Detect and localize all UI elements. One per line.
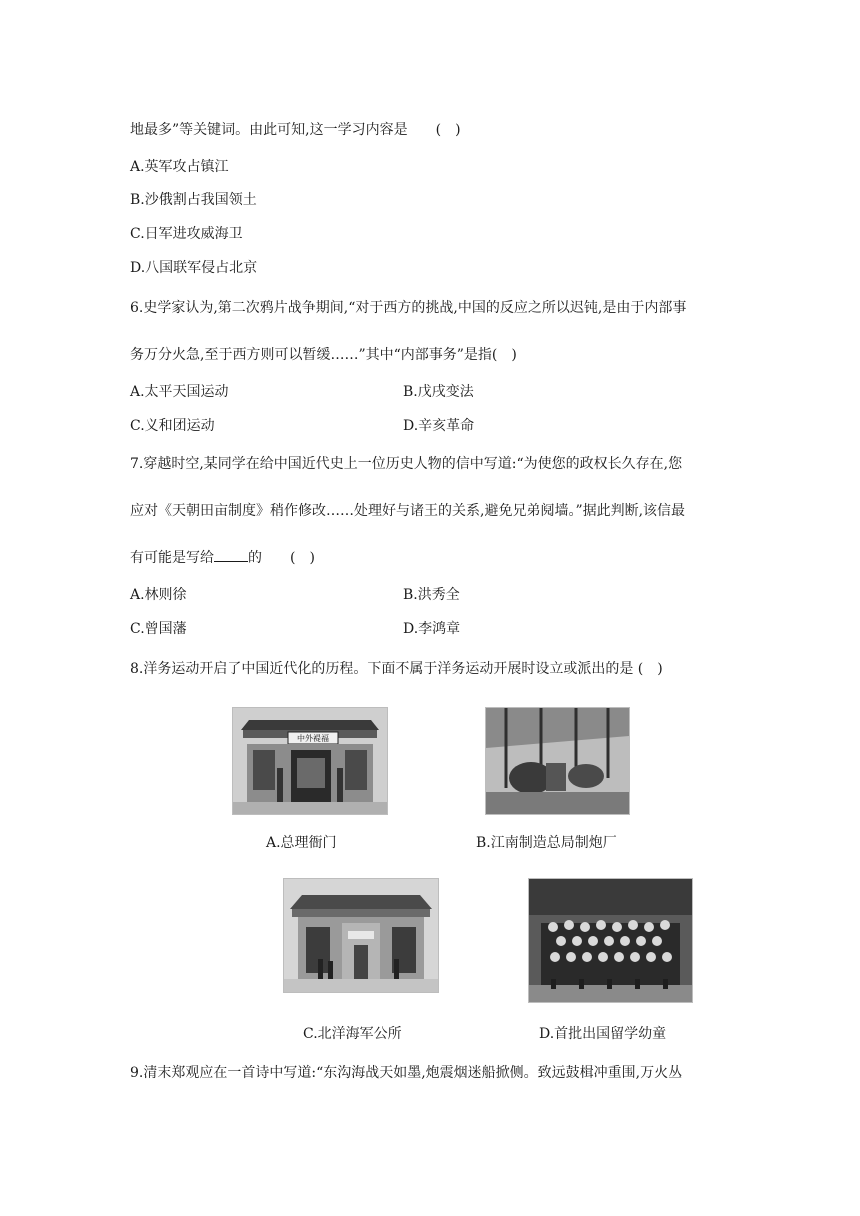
question-7-line-3	[130, 547, 315, 568]
q6-option-d: D.辛亥革命	[403, 418, 475, 434]
q7-option-d: D.李鸿章	[403, 621, 461, 637]
photo-jiangnan-arsenal	[485, 707, 630, 815]
question-7-line-3-start: 有可能是写给	[130, 550, 214, 566]
question-7-line-3-end: 的 ( )	[248, 550, 315, 566]
question-7-line-2: 应对《天朝田亩制度》稍作修改……处理好与诸王的关系,避免兄弟阋墙。”据此判断,该信最	[130, 503, 686, 519]
question-5-stem-end: 地最多”等关键词。由此可知,这一学习内容是 ( )	[130, 122, 461, 138]
q7-option-b: B.洪秀全	[403, 587, 460, 603]
caption-d: D.首批出国留学幼童	[539, 1026, 667, 1042]
q5-option-a: A.英军攻占镇江	[130, 159, 229, 175]
photo-zongli-yamen	[232, 707, 388, 815]
question-7-line-1: 7.穿越时空,某同学在给中国近代史上一位历史人物的信中写道:“为使您的政权长久存在,您	[130, 456, 683, 472]
q5-option-c: C.日军进攻威海卫	[130, 226, 243, 242]
q6-option-a: A.太平天国运动	[130, 384, 229, 400]
q6-option-c: C.义和团运动	[130, 418, 215, 434]
answer-blank	[214, 547, 248, 562]
q5-option-d: D.八国联军侵占北京	[130, 260, 258, 276]
caption-c: C.北洋海军公所	[303, 1026, 402, 1042]
q5-option-b: B.沙俄割占我国领土	[130, 192, 257, 208]
question-9-line-1: 9.清末郑观应在一首诗中写道:“东沟海战天如墨,炮震烟迷船掀侧。致远鼓楫冲重围,万火丛	[130, 1065, 683, 1081]
question-6-line-2: 务万分火急,至于西方则可以暂缓……”其中“内部事务”是指( )	[130, 347, 517, 363]
q7-option-c: C.曾国藩	[130, 621, 187, 637]
caption-a: A.总理衙门	[266, 835, 337, 851]
photo-first-students-abroad	[528, 878, 693, 1003]
caption-b: B.江南制造总局制炮厂	[476, 835, 617, 851]
question-8-stem: 8.洋务运动开启了中国近代化的历程。下面不属于洋务运动开展时设立或派出的是 ( )	[130, 661, 663, 677]
q6-option-b: B.戊戌变法	[403, 384, 474, 400]
question-6-line-1: 6.史学家认为,第二次鸦片战争期间,“对于西方的挑战,中国的反应之所以迟钝,是由于内部事	[130, 300, 687, 316]
q7-option-a: A.林则徐	[130, 587, 187, 603]
photo-beiyang-navy-office	[283, 878, 439, 993]
gate-signboard: 中外褆福	[297, 734, 329, 743]
